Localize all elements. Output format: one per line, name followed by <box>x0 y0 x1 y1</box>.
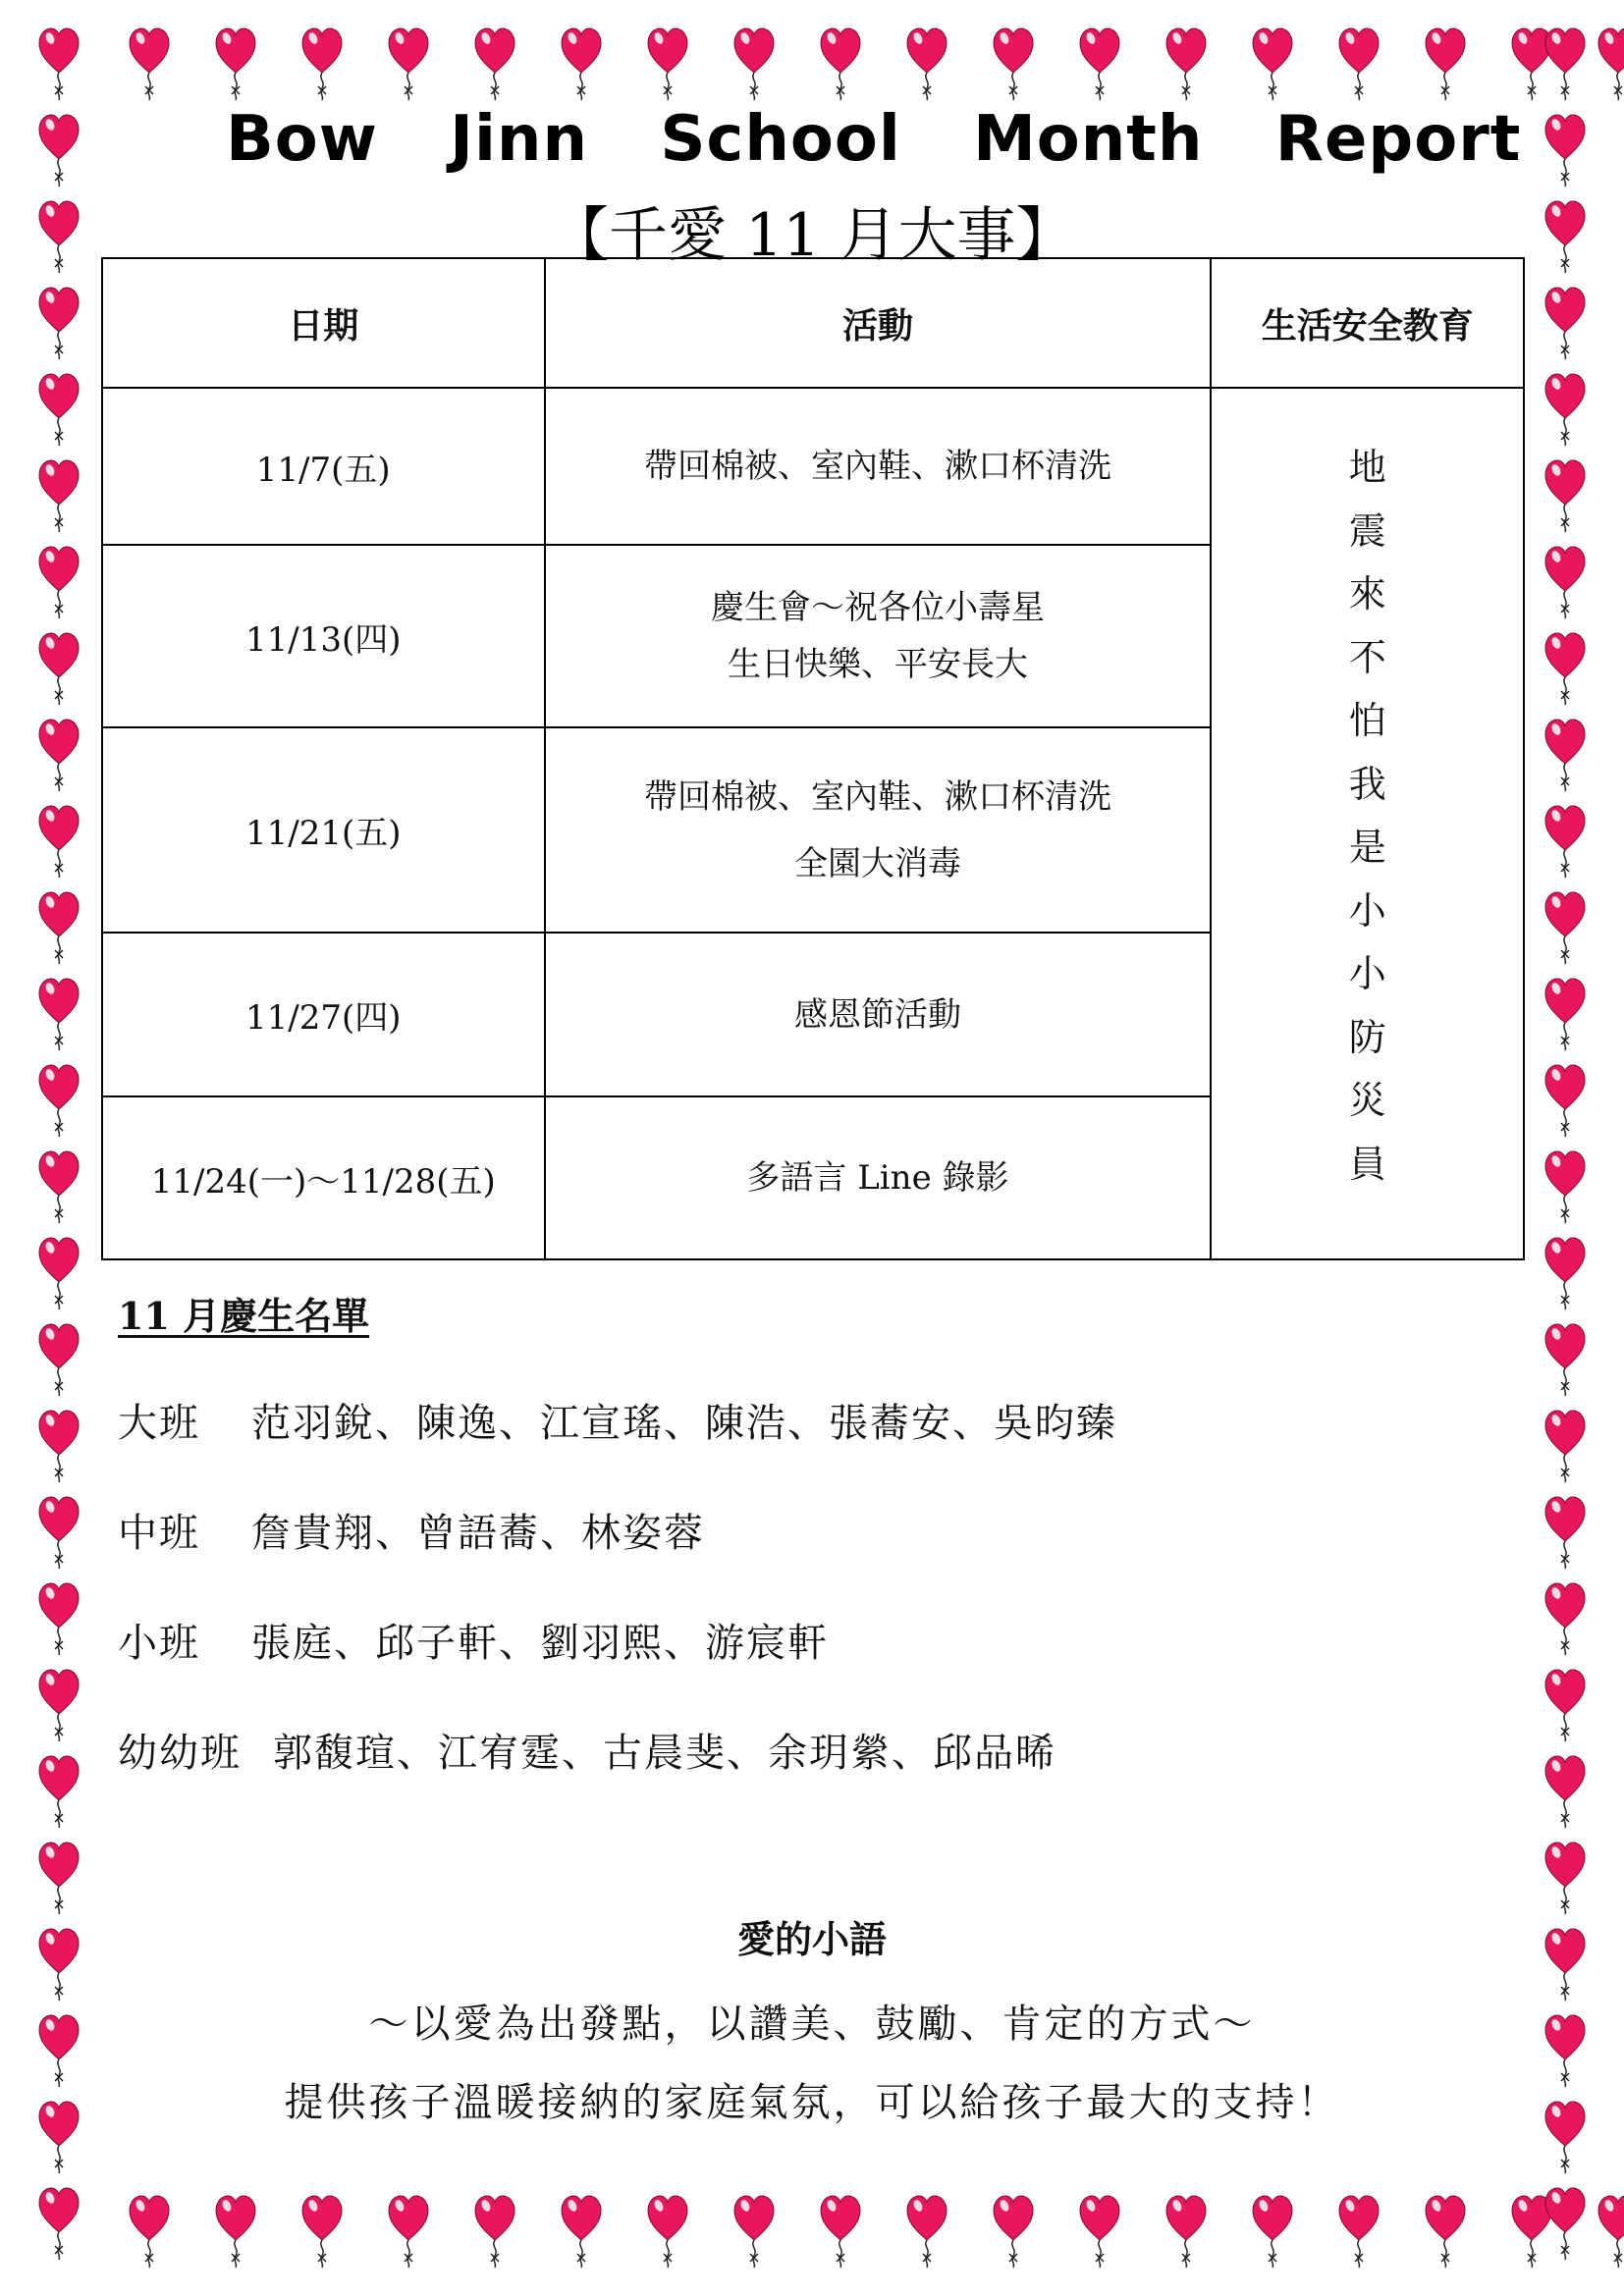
heart-balloon-icon <box>37 887 81 970</box>
heart-balloon-icon <box>37 1665 81 1747</box>
heart-balloon-icon <box>37 1233 81 1315</box>
event-date: 11/21(五) <box>102 727 545 933</box>
heart-balloon-icon <box>1543 1233 1587 1315</box>
event-date: 11/13(四) <box>102 545 545 727</box>
event-activity <box>545 933 1212 1096</box>
heart-balloon-icon <box>1543 1319 1587 1402</box>
heart-balloon-icon <box>37 369 81 452</box>
activity-line: 全園大消毒 <box>793 843 961 883</box>
birthday-row <box>118 1502 705 1558</box>
event-activity <box>545 1096 1212 1259</box>
class-name: 幼幼班 <box>118 1731 242 1776</box>
heart-balloon-icon <box>37 1492 81 1575</box>
heart-balloon-icon <box>37 801 81 883</box>
heart-balloon-icon <box>1543 283 1587 365</box>
heart-balloon-icon <box>1543 1665 1587 1747</box>
heart-balloon-icon <box>819 2191 862 2273</box>
heart-balloon-icon <box>1543 196 1587 279</box>
heart-balloon-icon <box>1597 2191 1624 2273</box>
heart-balloon-icon <box>1543 1406 1587 1488</box>
heart-balloon-icon <box>646 2191 689 2273</box>
heart-balloon-icon <box>1543 2183 1587 2266</box>
heart-balloon-icon <box>1543 369 1587 452</box>
heart-balloon-icon <box>37 628 81 711</box>
birthday-list-heading: 11 月慶生名單 <box>118 1294 370 1338</box>
heart-balloon-icon <box>646 24 689 106</box>
activity-line: 帶回棉被、室內鞋、漱口杯清洗 <box>643 447 1111 486</box>
class-names-list: 范羽銳、陳逸、江宣瑤、陳浩、張蕎安、吳昀臻 <box>251 1401 1117 1446</box>
birthday-row <box>118 1612 829 1668</box>
class-names-list: 郭馥瑄、江宥霆、古晨斐、余玥縈、邱品晞 <box>273 1731 1056 1776</box>
table-header-row <box>102 258 1524 388</box>
heart-balloon-icon <box>1543 1060 1587 1143</box>
header-activity: 活動 <box>545 258 1212 388</box>
class-name: 中班 <box>118 1511 200 1556</box>
heart-balloon-icon <box>1164 24 1208 106</box>
heart-balloon-icon <box>37 196 81 279</box>
heart-balloon-icon <box>1078 24 1121 106</box>
heart-balloon-icon <box>37 1147 81 1229</box>
class-names-list: 詹貴翔、曾語蕎、林姿蓉 <box>251 1511 705 1556</box>
table-row <box>102 388 1524 545</box>
class-names-list: 張庭、邱子軒、劉羽熙、游宸軒 <box>251 1621 829 1666</box>
heart-balloon-icon <box>37 1319 81 1402</box>
heart-balloon-icon <box>128 2191 171 2273</box>
heart-balloon-icon <box>560 24 603 106</box>
heart-balloon-icon <box>1543 1838 1587 1920</box>
heart-balloon-icon <box>300 24 344 106</box>
class-name: 小班 <box>118 1621 200 1666</box>
heart-balloon-icon <box>1543 24 1587 106</box>
heart-balloon-icon <box>300 2191 344 2273</box>
event-date: 11/24(一)～11/28(五) <box>102 1096 545 1259</box>
heart-balloon-icon <box>1337 24 1380 106</box>
heart-balloon-icon <box>1543 887 1587 970</box>
heart-balloon-icon <box>1543 1147 1587 1229</box>
report-title-zh: 【千愛 11 月大事】 <box>550 201 1075 270</box>
heart-balloon-icon <box>37 1406 81 1488</box>
event-date: 11/27(四) <box>102 933 545 1096</box>
heart-balloon-icon <box>992 24 1035 106</box>
activity-line: 感恩節活動 <box>793 994 961 1035</box>
heart-balloon-icon <box>37 283 81 365</box>
heart-balloon-icon <box>1510 2191 1553 2273</box>
heart-balloon-icon <box>1251 2191 1294 2273</box>
heart-balloon-icon <box>214 24 257 106</box>
heart-balloon-icon <box>1164 2191 1208 2273</box>
event-date: 11/7(五) <box>102 388 545 545</box>
heart-balloon-icon <box>1543 542 1587 624</box>
heart-balloon-icon <box>1337 2191 1380 2273</box>
event-activity <box>545 388 1212 545</box>
heart-balloon-icon <box>387 2191 430 2273</box>
birthday-row <box>118 1392 1117 1448</box>
heart-balloon-icon <box>37 1838 81 1920</box>
heart-balloon-icon <box>732 24 776 106</box>
heart-balloon-icon <box>1251 24 1294 106</box>
quote-title: 愛的小語 <box>736 1917 887 1961</box>
heart-balloon-icon <box>214 2191 257 2273</box>
heart-balloon-icon <box>37 110 81 192</box>
heart-balloon-icon <box>1543 715 1587 797</box>
heart-balloon-icon <box>1424 2191 1467 2273</box>
activity-line: 慶生會～祝各位小壽星 <box>710 588 1045 627</box>
heart-balloon-icon <box>819 24 862 106</box>
heart-balloon-icon <box>37 715 81 797</box>
heart-balloon-icon <box>1543 974 1587 1056</box>
safety-education-cell <box>1211 388 1524 1259</box>
events-table <box>101 257 1525 1260</box>
heart-balloon-icon <box>37 542 81 624</box>
heart-balloon-icon <box>1543 1492 1587 1575</box>
birthday-row <box>118 1722 1056 1778</box>
header-safety-education: 生活安全教育 <box>1211 258 1524 388</box>
activity-line: 多語言 Line 錄影 <box>746 1158 1009 1198</box>
heart-balloon-icon <box>732 2191 776 2273</box>
heart-balloon-icon <box>37 1578 81 1661</box>
heart-balloon-icon <box>1543 628 1587 711</box>
heart-balloon-icon <box>1543 1578 1587 1661</box>
quote-line: 提供孩子溫暖接納的家庭氣氛，可以給孩子最大的支持！ <box>284 2080 1340 2125</box>
heart-balloon-icon <box>1424 24 1467 106</box>
heart-balloon-icon <box>37 24 81 106</box>
heart-balloon-icon <box>1078 2191 1121 2273</box>
event-activity <box>545 545 1212 727</box>
activity-line: 帶回棉被、室內鞋、漱口杯清洗 <box>643 776 1111 817</box>
report-title-en: Bow Jinn School Month Report <box>226 103 1522 176</box>
heart-balloon-icon <box>1597 24 1624 106</box>
heart-balloon-icon <box>905 24 948 106</box>
heart-balloon-icon <box>128 24 171 106</box>
event-activity <box>545 727 1212 933</box>
heart-balloon-icon <box>1543 110 1587 192</box>
quote-line: ～以愛為出發點，以讚美、鼓勵、肯定的方式～ <box>368 2002 1256 2047</box>
heart-balloon-icon <box>37 974 81 1056</box>
safety-education-text: 地震來不怕我是小小防災員 <box>1348 446 1386 1186</box>
activity-line: 生日快樂、平安長大 <box>727 645 1028 684</box>
heart-balloon-icon <box>1510 24 1553 106</box>
heart-balloon-icon <box>992 2191 1035 2273</box>
heart-balloon-icon <box>387 24 430 106</box>
heart-balloon-icon <box>473 24 516 106</box>
heart-balloon-icon <box>560 2191 603 2273</box>
heart-balloon-icon <box>1543 801 1587 883</box>
heart-balloon-icon <box>37 1751 81 1834</box>
heart-balloon-icon <box>1543 455 1587 538</box>
heart-balloon-icon <box>37 2183 81 2266</box>
class-name: 大班 <box>118 1401 200 1446</box>
header-date: 日期 <box>102 258 545 388</box>
heart-balloon-icon <box>473 2191 516 2273</box>
heart-balloon-icon <box>37 1060 81 1143</box>
heart-balloon-icon <box>37 455 81 538</box>
heart-balloon-icon <box>1543 1751 1587 1834</box>
heart-balloon-icon <box>905 2191 948 2273</box>
